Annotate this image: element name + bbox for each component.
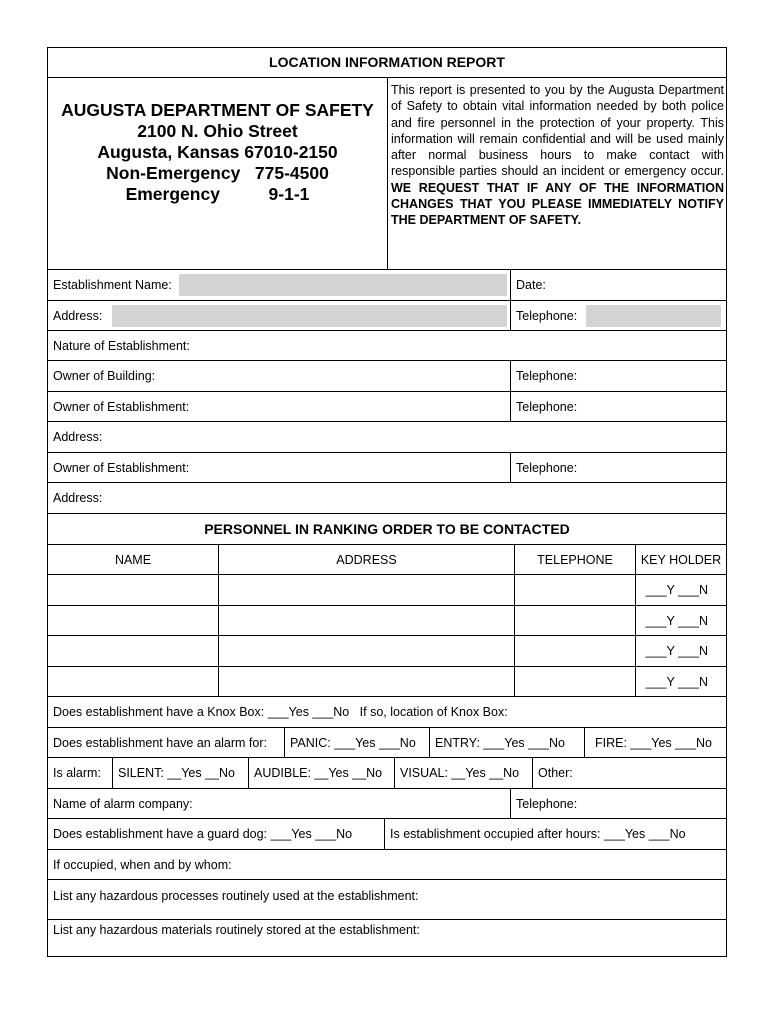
owner-establishment-label: Owner of Establishment: (53, 460, 190, 475)
telephone-label: Telephone: (516, 796, 578, 811)
telephone-column-header (514, 545, 635, 574)
guard-dog-question: Does establishment have a guard dog: ___Yes ___No (53, 827, 353, 841)
knox-box-row (48, 697, 726, 728)
personnel-address-cell[interactable] (218, 606, 514, 635)
is-alarm-label: Is alarm: (53, 766, 101, 780)
establishment-name-label: Establishment Name: (53, 278, 172, 292)
address-header-text: ADDRESS (336, 552, 397, 567)
personnel-key-holder-cell[interactable] (635, 575, 726, 605)
key-holder-yn: ___Y ___N (645, 613, 708, 628)
hazardous-materials-label: List any hazardous materials routinely stored at the establishment: (53, 923, 420, 937)
panic-alarm-cell[interactable] (284, 728, 429, 757)
date-cell (510, 270, 726, 300)
telephone-label: Telephone: (516, 308, 578, 323)
entry-alarm-cell[interactable] (429, 728, 584, 757)
alarm-for-row (48, 728, 726, 758)
header-block (48, 78, 726, 270)
other-alarm-cell[interactable] (532, 758, 726, 788)
personnel-key-holder-cell[interactable] (635, 636, 726, 666)
personnel-telephone-cell[interactable] (514, 636, 635, 666)
name-header-text: NAME (114, 552, 152, 567)
personnel-address-cell[interactable] (218, 636, 514, 666)
telephone-label: Telephone: (516, 369, 578, 383)
report-title: LOCATION INFORMATION REPORT (269, 54, 505, 70)
occupied-when-label: If occupied, when and by whom: (53, 857, 232, 872)
hazardous-processes-row (48, 880, 726, 920)
telephone-label: Telephone: (516, 399, 578, 414)
knox-box-question: Does establishment have a Knox Box: ___Yes ___No If so, location of Knox Box: (53, 705, 508, 719)
personnel-key-holder-cell[interactable] (635, 667, 726, 696)
telephone-input[interactable] (586, 305, 721, 327)
date-label: Date: (516, 278, 546, 292)
personnel-telephone-cell[interactable] (514, 575, 635, 605)
department-name: AUGUSTA DEPARTMENT OF SAFETY (61, 100, 374, 120)
occupied-after-hours-cell[interactable] (384, 819, 726, 849)
personnel-name-cell[interactable] (48, 667, 218, 696)
personnel-name-cell[interactable] (48, 606, 218, 635)
personnel-row (48, 667, 726, 697)
establishment-name-input[interactable] (179, 274, 507, 296)
department-info (48, 78, 388, 269)
audible-alarm-cell[interactable] (248, 758, 394, 788)
name-column-header (48, 545, 218, 574)
telephone-cell (510, 301, 726, 330)
notice-bold-text: WE REQUEST THAT IF ANY OF THE INFORMATION CHANGES THAT YOU PLEASE IMMEDIATELY NOTIFY THE DEPARTMENT OF SAFETY. (391, 180, 724, 228)
owner-address-row (48, 422, 726, 453)
report-title-row (48, 48, 726, 78)
establishment-name-row (48, 270, 726, 301)
personnel-name-cell[interactable] (48, 636, 218, 666)
alarm-type-row (48, 758, 726, 789)
address-label: Address: (53, 430, 103, 444)
fire-alarm-label: FIRE: ___Yes ___No (595, 735, 712, 750)
department-city: Augusta, Kansas 67010-2150 (97, 142, 338, 162)
key-holder-yn: ___Y ___N (645, 674, 708, 689)
owner-building-label: Owner of Building: (53, 369, 156, 383)
owner-address-row-2 (48, 483, 726, 514)
personnel-row (48, 575, 726, 606)
audible-alarm-label: AUDIBLE: __Yes __No (254, 766, 383, 780)
fire-alarm-cell[interactable] (584, 728, 726, 757)
silent-alarm-cell[interactable] (112, 758, 248, 788)
owner-establishment-telephone-cell (510, 392, 726, 421)
address-input[interactable] (112, 305, 507, 327)
alarm-company-row (48, 789, 726, 819)
visual-alarm-label: VISUAL: __Yes __No (400, 766, 520, 780)
personnel-address-cell[interactable] (218, 667, 514, 696)
address-column-header (218, 545, 514, 574)
address-label: Address: (53, 491, 103, 505)
personnel-key-holder-cell[interactable] (635, 606, 726, 635)
silent-alarm-label: SILENT: __Yes __No (118, 766, 235, 780)
key-holder-header-text: KEY HOLDER (640, 552, 722, 567)
key-holder-yn: ___Y ___N (645, 644, 708, 658)
hazardous-processes-label: List any hazardous processes routinely used at the establishment: (53, 889, 419, 903)
non-emergency-phone: Non-Emergency 775-4500 (106, 163, 329, 183)
alarm-company-label: Name of alarm company: (53, 796, 193, 811)
personnel-section-title: PERSONNEL IN RANKING ORDER TO BE CONTACTED (204, 521, 570, 537)
personnel-header-row (48, 545, 726, 575)
entry-alarm-label: ENTRY: ___Yes ___No (435, 735, 565, 750)
alarm-company-telephone-cell (510, 789, 726, 818)
telephone-label: Telephone: (516, 460, 578, 475)
guard-dog-row (48, 819, 726, 850)
nature-label: Nature of Establishment: (53, 338, 190, 353)
location-information-report-form (47, 47, 727, 957)
address-row (48, 301, 726, 331)
personnel-row (48, 636, 726, 667)
alarm-for-question: Does establishment have an alarm for: (53, 735, 267, 750)
personnel-telephone-cell[interactable] (514, 606, 635, 635)
other-alarm-label: Other: (538, 766, 573, 780)
personnel-telephone-cell[interactable] (514, 667, 635, 696)
owner-establishment-label: Owner of Establishment: (53, 399, 190, 414)
notice-paragraph (391, 82, 724, 229)
address-label: Address: (53, 308, 103, 323)
owner-building-row (48, 361, 726, 392)
hazardous-materials-row (48, 920, 726, 956)
nature-row (48, 331, 726, 361)
key-holder-yn: ___Y ___N (645, 583, 708, 597)
owner-building-telephone-cell (510, 361, 726, 391)
visual-alarm-cell[interactable] (394, 758, 532, 788)
personnel-title-row (48, 514, 726, 545)
personnel-name-cell[interactable] (48, 575, 218, 605)
key-holder-column-header (635, 545, 726, 574)
occupied-when-row (48, 850, 726, 880)
owner-establishment-row-2 (48, 453, 726, 483)
department-street: 2100 N. Ohio Street (137, 121, 298, 141)
emergency-phone: Emergency 9-1-1 (125, 184, 310, 204)
notice-text: This report is presented to you by the Augusta Department of Safety to obtain vital information needed by both police and fire personnel in the protection of your property. This information will remain confidential and will be used mainly after normal business hours to make contact with responsible parties should an incident or emergency occur. (391, 83, 724, 179)
panic-alarm-label: PANIC: ___Yes ___No (290, 735, 416, 750)
owner-establishment-telephone-cell-2 (510, 453, 726, 482)
personnel-row (48, 606, 726, 636)
occupied-after-hours-question: Is establishment occupied after hours: ___Yes ___No (390, 827, 686, 841)
owner-establishment-row (48, 392, 726, 422)
telephone-header-text: TELEPHONE (537, 552, 613, 567)
personnel-address-cell[interactable] (218, 575, 514, 605)
